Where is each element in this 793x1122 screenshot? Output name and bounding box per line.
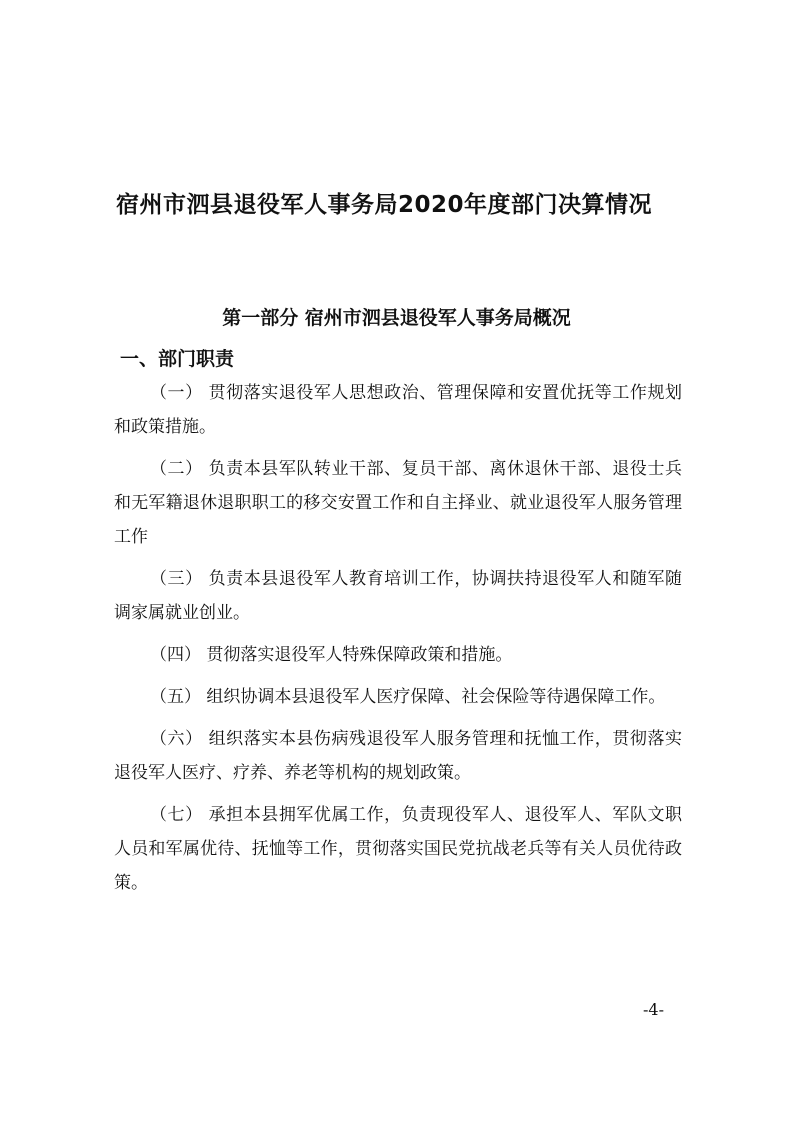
duty-paragraph-5: （五） 组织协调本县退役军人医疗保障、社会保险等待遇保障工作。 [150, 687, 666, 707]
duty-paragraph-6: （六） 组织落实本县伤病残退役军人服务管理和抚恤工作，贯彻落实退役军人医疗、疗养、养老等机构的规划政策。 [114, 729, 682, 783]
document-title: 宿州市泗县退役军人事务局2020年度部门决算情况 [116, 192, 653, 218]
duty-paragraph-7: （七） 承担本县拥军优属工作，负责现役军人、退役军人、军队文职人员和军属优待、抚恤等工作，贯彻落实国民党抗战老兵等有关人员优待政策。 [114, 805, 682, 893]
duty-paragraph-3: （三） 负责本县退役军人教育培训工作，协调扶持退役军人和随军随调家属就业创业。 [114, 569, 682, 623]
body-text [114, 376, 682, 908]
part-title: 第一部分 宿州市泗县退役军人事务局概况 [222, 307, 571, 329]
duty-paragraph-4: （四） 贯彻落实退役军人特殊保障政策和措施。 [150, 645, 513, 665]
duty-paragraph-2: （二） 负责本县军队转业干部、复员干部、离休退休干部、退役士兵和无军籍退休退职职工的移交安置工作和自主择业、就业退役军人服务管理工作 [114, 459, 682, 547]
page-number: -4- [643, 1000, 664, 1019]
section-heading: 一、部门职责 [120, 348, 235, 370]
duty-paragraph-1: （一） 贯彻落实退役军人思想政治、管理保障和安置优抚等工作规划和政策措施。 [114, 383, 682, 437]
